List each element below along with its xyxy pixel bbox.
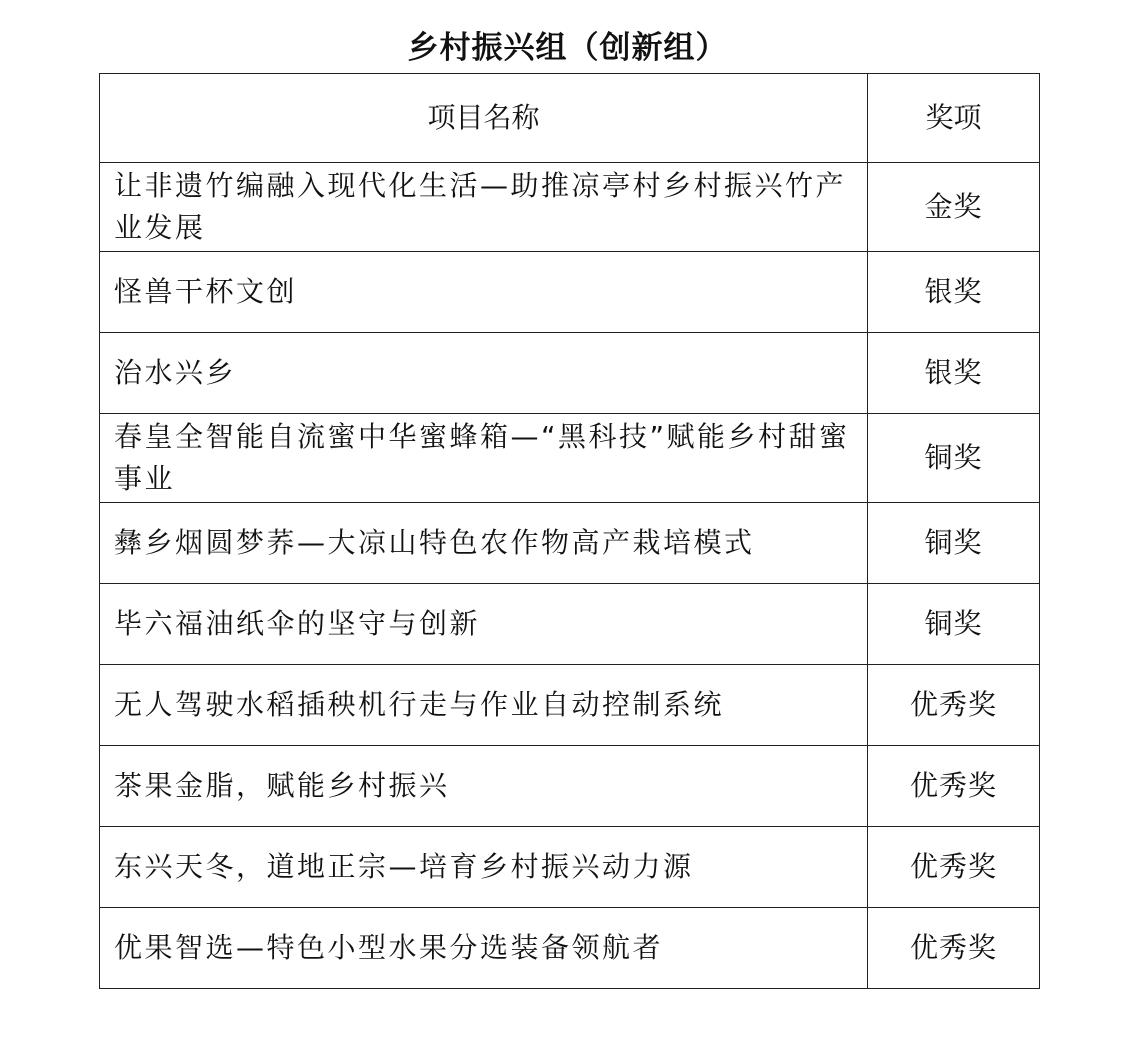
award-cell: 金奖 — [868, 163, 1040, 252]
table-row — [100, 827, 1040, 908]
project-name-cell: 毕六福油纸伞的坚守与创新 — [100, 584, 868, 665]
header-award: 奖项 — [868, 74, 1040, 163]
header-project-name: 项目名称 — [100, 74, 868, 163]
table-header-row — [100, 74, 1040, 163]
awards-table — [99, 73, 1040, 989]
project-name-cell: 怪兽干杯文创 — [100, 252, 868, 333]
award-cell: 优秀奖 — [868, 746, 1040, 827]
table-row — [100, 163, 1040, 252]
table-row — [100, 414, 1040, 503]
award-cell: 优秀奖 — [868, 827, 1040, 908]
project-name-cell: 治水兴乡 — [100, 333, 868, 414]
project-name-cell: 优果智选—特色小型水果分选装备领航者 — [100, 908, 868, 989]
award-cell: 铜奖 — [868, 584, 1040, 665]
table-row — [100, 584, 1040, 665]
award-cell: 银奖 — [868, 252, 1040, 333]
project-name-cell: 春皇全智能自流蜜中华蜜蜂箱—“黑科技”赋能乡村甜蜜事业 — [100, 414, 868, 503]
award-cell: 优秀奖 — [868, 908, 1040, 989]
table-row — [100, 503, 1040, 584]
award-cell: 铜奖 — [868, 503, 1040, 584]
project-name-cell: 茶果金脂，赋能乡村振兴 — [100, 746, 868, 827]
project-name-cell: 东兴天冬，道地正宗—培育乡村振兴动力源 — [100, 827, 868, 908]
table-row — [100, 665, 1040, 746]
project-name-cell: 让非遗竹编融入现代化生活—助推凉亭村乡村振兴竹产业发展 — [100, 163, 868, 252]
table-row — [100, 333, 1040, 414]
page-title: 乡村振兴组（创新组） — [407, 30, 728, 66]
table-row — [100, 746, 1040, 827]
award-cell: 优秀奖 — [868, 665, 1040, 746]
project-name-cell: 彝乡烟圆梦荞—大凉山特色农作物高产栽培模式 — [100, 503, 868, 584]
award-cell: 银奖 — [868, 333, 1040, 414]
award-cell: 铜奖 — [868, 414, 1040, 503]
table-row — [100, 908, 1040, 989]
table-row — [100, 252, 1040, 333]
project-name-cell: 无人驾驶水稻插秧机行走与作业自动控制系统 — [100, 665, 868, 746]
